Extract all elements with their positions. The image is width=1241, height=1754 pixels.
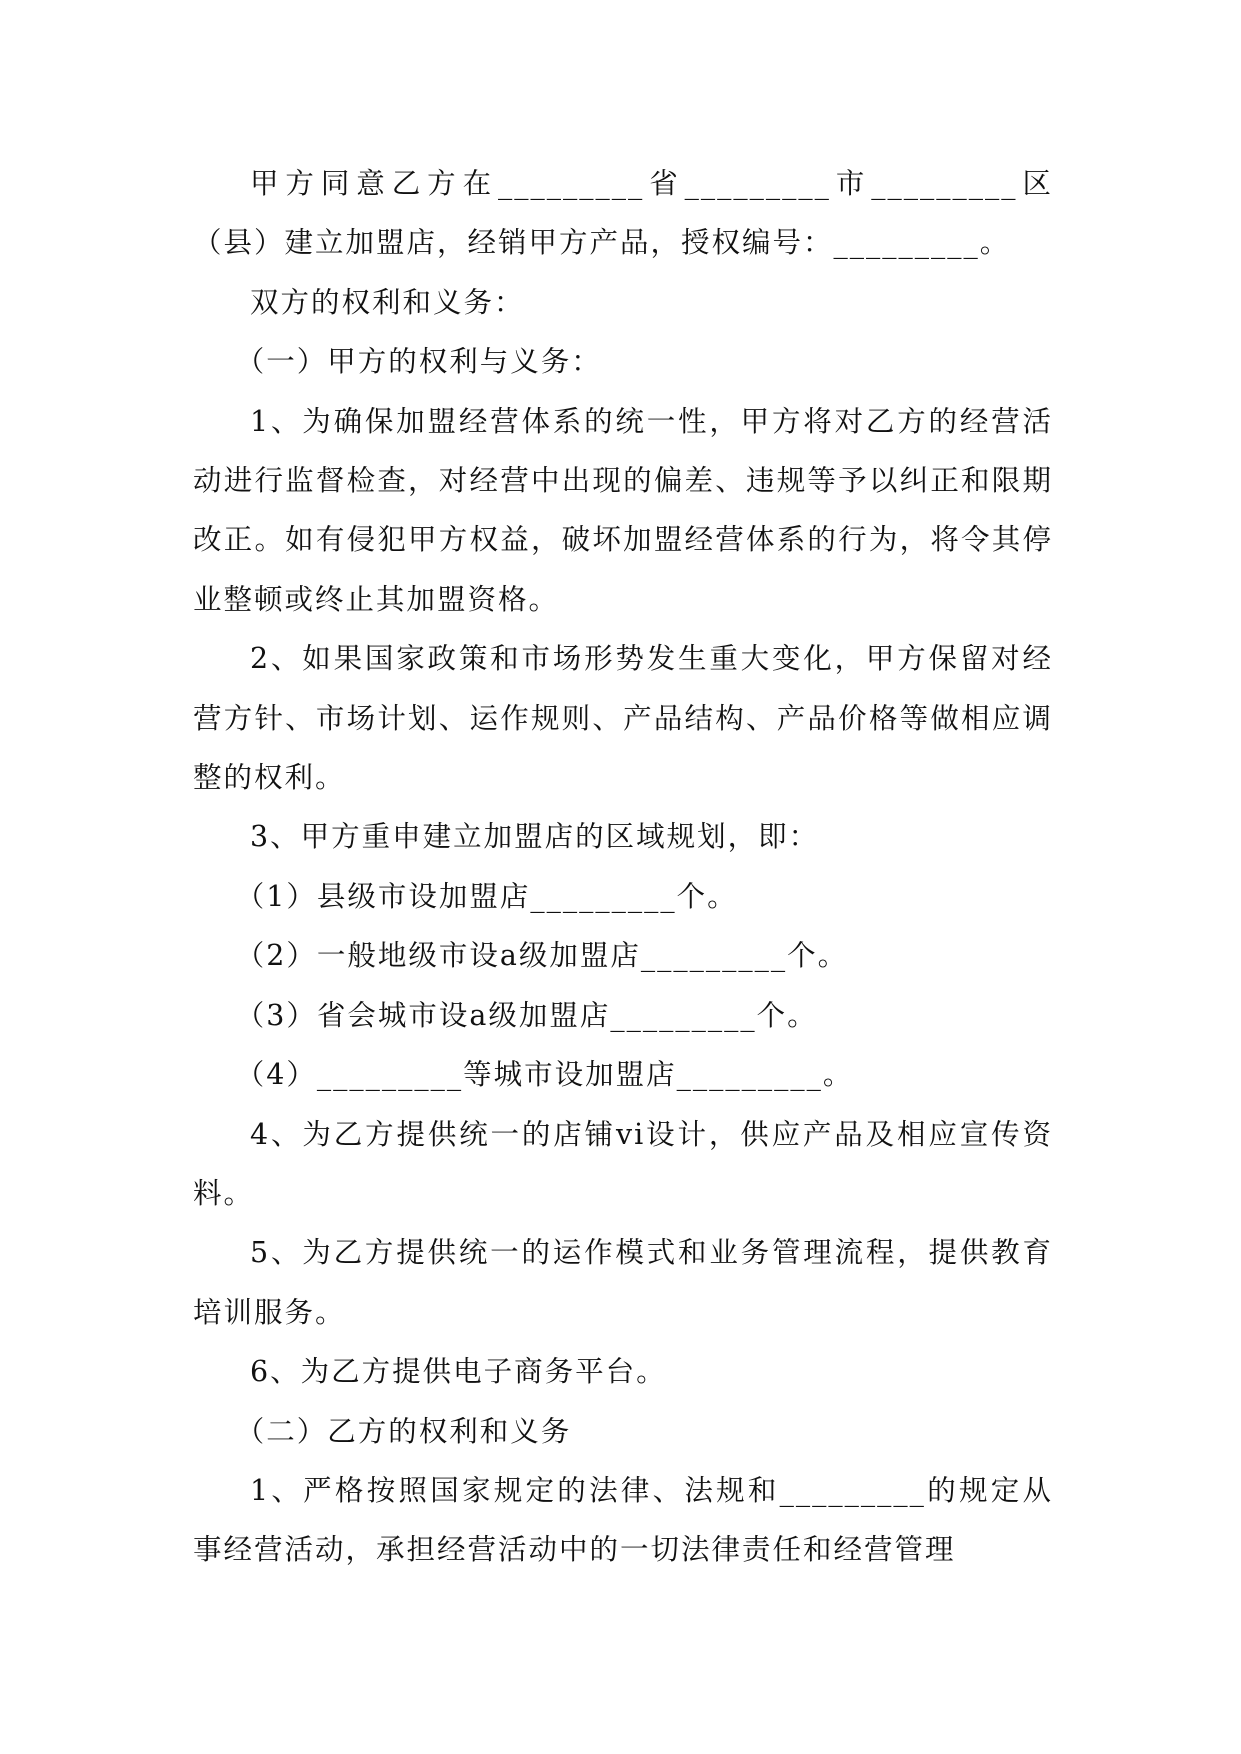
paragraph-item-1: 1、为确保加盟经营体系的统一性，甲方将对乙方的经营活动进行监督检查，对经营中出现的偏差、违规等予以纠正和限期改正。如有侵犯甲方权益，破坏加盟经营体系的行为，将令其停业整顿或终止其加盟资格。 bbox=[193, 404, 1053, 616]
paragraph-subitem-3: （3）省会城市设a级加盟店_________个。 bbox=[235, 998, 818, 1032]
paragraph-item-3: 3、甲方重申建立加盟店的区域规划，即： bbox=[250, 820, 820, 854]
paragraph-authorization: 甲方同意乙方在_________省_________市_________区（县）建立加盟店，经销甲方产品，授权编号：_________。 bbox=[193, 167, 1053, 260]
paragraph-item-6: 6、为乙方提供电子商务平台。 bbox=[250, 1355, 667, 1389]
paragraph-subitem-2: （2）一般地级市设a级加盟店_________个。 bbox=[235, 939, 849, 973]
section-heading-party-b: （二）乙方的权利和义务 bbox=[235, 1414, 572, 1448]
paragraph-item-4: 4、为乙方提供统一的店铺vi设计，供应产品及相应宣传资料。 bbox=[193, 1117, 1053, 1210]
document-body bbox=[193, 154, 1053, 1580]
paragraph-party-b-item-1: 1、严格按照国家规定的法律、法规和_________的规定从事经营活动，承担经营活动中的一切法律责任和经营管理 bbox=[193, 1473, 1053, 1567]
paragraph-subitem-4: （4）_________等城市设加盟店_________。 bbox=[235, 1058, 854, 1092]
paragraph-item-5: 5、为乙方提供统一的运作模式和业务管理流程，提供教育培训服务。 bbox=[193, 1236, 1053, 1329]
section-heading-party-a: （一）甲方的权利与义务： bbox=[235, 345, 602, 379]
paragraph-rights-heading: 双方的权利和义务： bbox=[250, 285, 525, 319]
paragraph-item-2: 2、如果国家政策和市场形势发生重大变化，甲方保留对经营方针、市场计划、运作规则、产品结构、产品价格等做相应调整的权利。 bbox=[193, 642, 1053, 795]
paragraph-subitem-1: （1）县级市设加盟店_________个。 bbox=[235, 879, 738, 913]
